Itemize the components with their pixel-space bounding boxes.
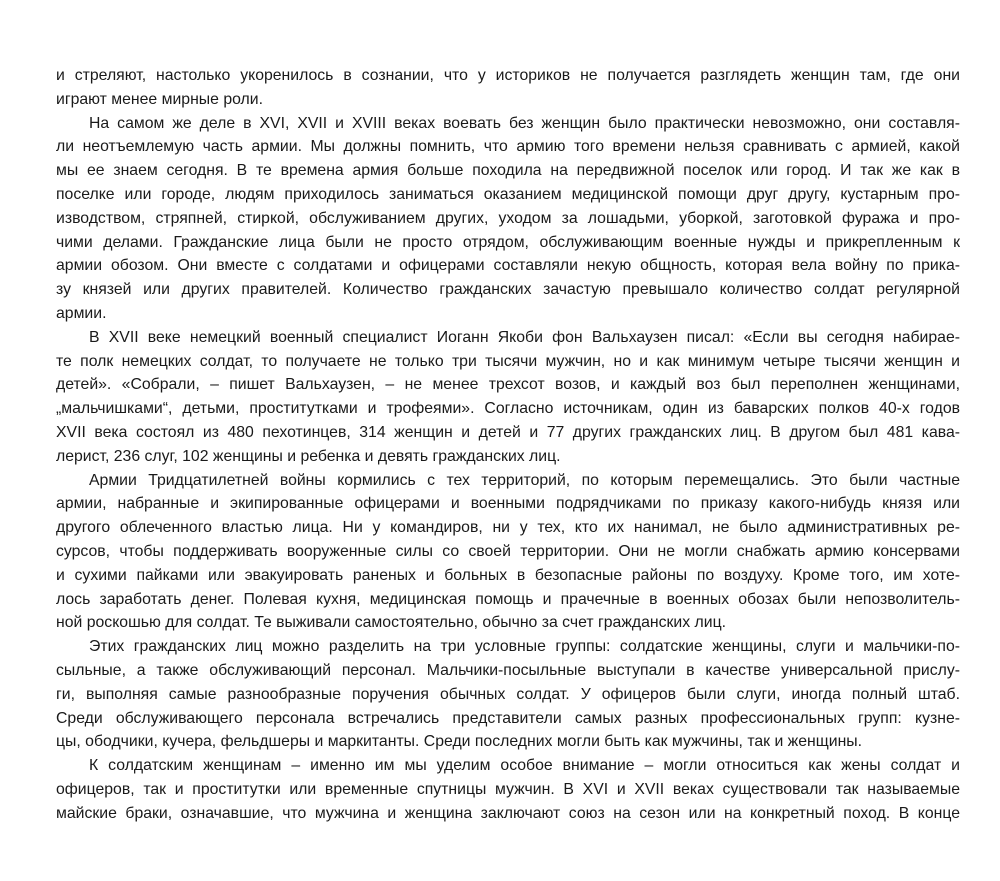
text-line: и сухими пайками или эвакуировать раненых и больных в безопасные районы по воздуху. Кроме того, им хоте- [56, 566, 960, 584]
text-line: и стреляют, настолько укоренилось в сознании, что у историков не получается разглядеть женщин там, где они [56, 67, 960, 84]
text-line: ги, выполняя самые разнообразные поручения обычных солдат. У офицеров были слуги, иногда полный штаб. [56, 685, 960, 703]
text-line: лерист, 236 слуг, 102 женщины и ребенка и девять гражданских лиц. [56, 447, 561, 465]
text-line: На самом же деле в XVI, XVII и XVIII веках воевать без женщин было практически невозможно, они составля- [89, 114, 960, 132]
text-line: майские браки, означавшие, что мужчина и женщина заключают союз на сезон или на конкретный поход. В конце [56, 804, 960, 822]
text-line: XVII века состоял из 480 пехотинцев, 314 женщин и детей и 77 других гражданских лиц. В другом был 481 кава- [56, 423, 960, 441]
text-line: Армии Тридцатилетней войны кормились с тех территорий, по которым перемещались. Это были частные [89, 471, 960, 489]
text-line: те полк немецких солдат, то получаете не только три тысячи мужчин, но и как минимум четыре тысячи женщин и [56, 352, 960, 370]
text-line: зу князей или других правителей. Количество гражданских зачастую превышало количество солдат регулярной [56, 281, 960, 299]
text-line: Этих гражданских лиц можно разделить на три условные группы: солдатские женщины, слуги и мальчики-по- [89, 638, 960, 656]
document-page [56, 64, 960, 826]
text-line: сурсов, чтобы поддерживать вооруженные силы со своей территории. Они не могли снабжать армию консервами [56, 542, 960, 560]
text-line: К солдатским женщинам – именно им мы уделим особое внимание – могли относиться как жены солдат и [89, 757, 960, 775]
text-line: поселке или городе, людям приходилось заниматься оказанием медицинской помощи друг другу, кустарным про- [56, 185, 960, 203]
text-line: чими делами. Гражданские лица были не просто отрядом, обслуживающим военные нужды и прикрепленным к [56, 233, 960, 251]
text-line: лось заработать денег. Полевая кухня, медицинская помощь и прачечные в военных обозах были непозволитель- [56, 590, 960, 608]
text-line: армии, набранные и экипированные офицерами и военными подрядчиками по приказу какого-нибудь князя или [56, 495, 960, 513]
text-line: армии обозом. Они вместе с солдатами и офицерами составляли некую общность, которая вела войну по прика- [56, 257, 960, 275]
text-line: другого облеченного властью лица. Ни у командиров, ни у тех, кто их нанимал, не было административных ре- [56, 519, 960, 537]
document-body [56, 64, 960, 826]
text-line: детей». «Собрали, – пишет Вальхаузен, – не менее трехсот возов, и каждый воз был переполнен женщинами, [56, 376, 960, 394]
text-line: изводством, стряпней, стиркой, обслуживанием других, уходом за лошадьми, уборкой, заготовкой фуража и про- [56, 209, 960, 227]
text-line: играют менее мирные роли. [56, 90, 263, 108]
text-line: сыльные, а также обслуживающий персонал. Мальчики-посыльные выступали в качестве универсальной прислу- [56, 661, 960, 679]
text-line: цы, ободчики, кучера, фельдшеры и маркитанты. Среди последних могли быть как мужчины, так и женщины. [56, 733, 863, 751]
text-line: мы ее знаем сегодня. В те времена армия больше походила на передвижной поселок или город. И так же как в [56, 162, 960, 180]
text-line: „мальчишками“, детьми, проститутками и трофеями». Согласно источникам, один из баварских полков 40-х годов [56, 400, 960, 418]
text-line: ли неотъемлемую часть армии. Мы должны помнить, что армию того времени нельзя сравнивать с армией, какой [56, 138, 960, 156]
text-line: армии. [56, 304, 107, 322]
text-line: офицеров, так и проститутки или временные спутницы мужчин. В XVI и XVII веках существовали так называемые [56, 780, 960, 798]
text-line: ной роскошью для солдат. Те выживали самостоятельно, обычно за счет гражданских лиц. [56, 614, 727, 632]
text-line: В XVII веке немецкий военный специалист Иоганн Якоби фон Вальхаузен писал: «Если вы сегодня набирае- [89, 328, 960, 346]
text-line: Среди обслуживающего персонала встречались представители самых разных профессиональных групп: кузне- [56, 709, 960, 727]
